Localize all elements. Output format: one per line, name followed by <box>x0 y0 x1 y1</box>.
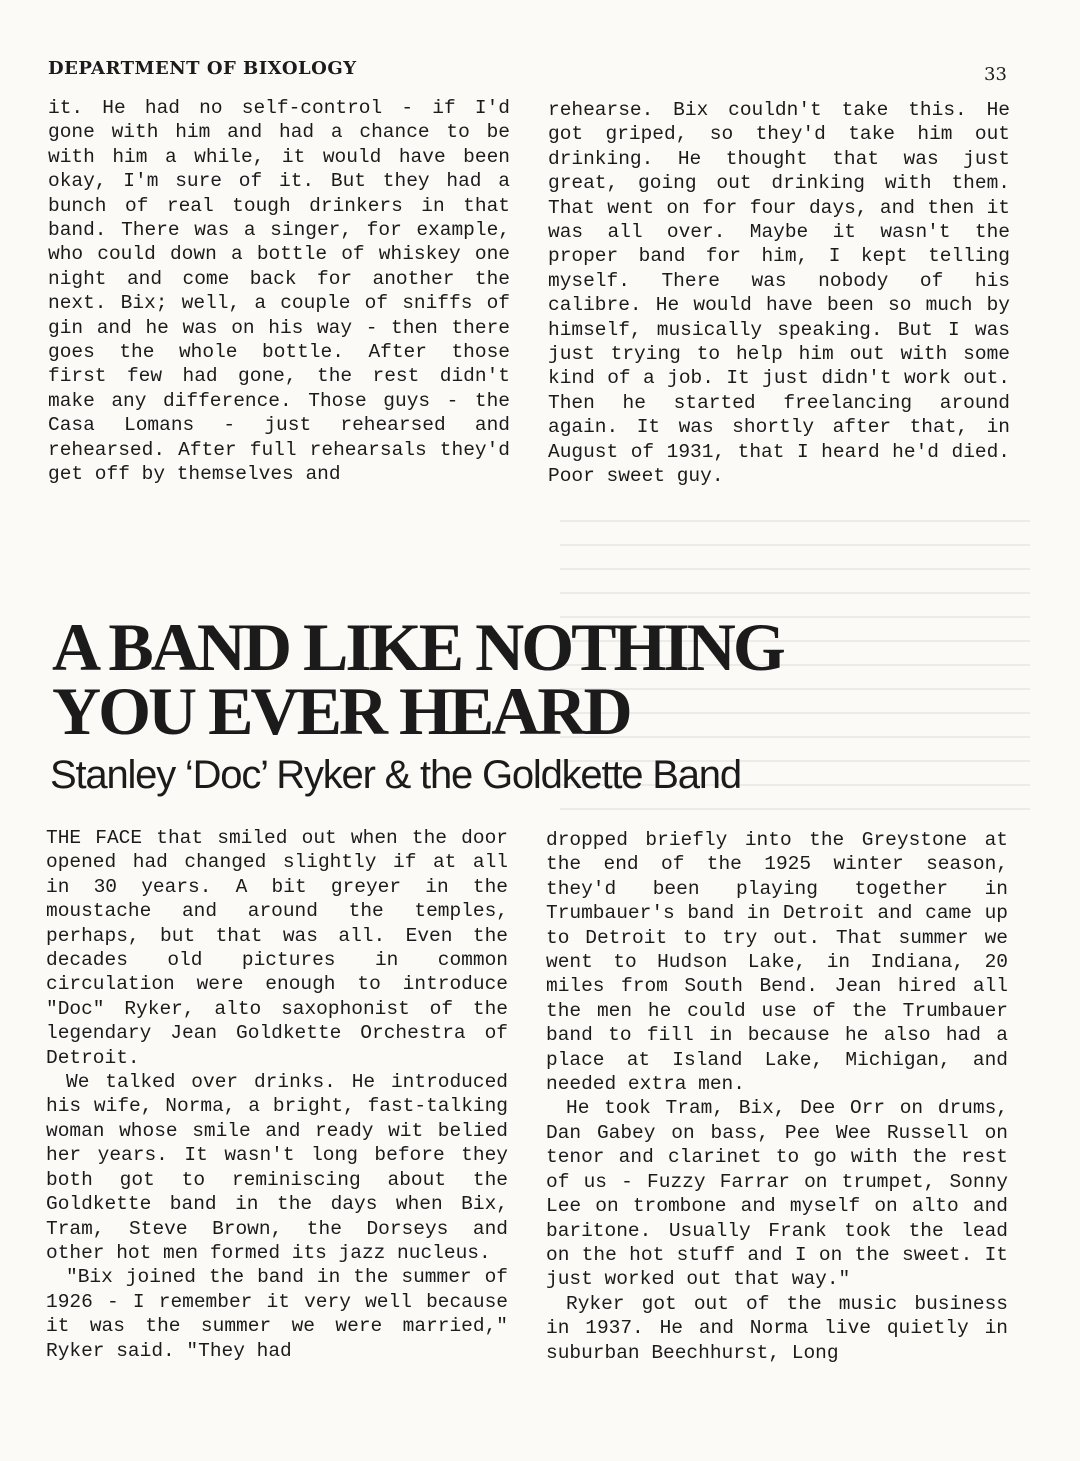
article-paragraph: "Bix joined the band in the summer of 1926 - I remember it very well because it was the summer we were married," Ryker said. "They had <box>46 1266 508 1362</box>
previous-article-paragraph: it. He had no self-control - if I'd gone with him and had a chance to be with him a while, it would have been okay, I'm sure of it. But they had a bunch of real tough drinkers in that band. There was a singer, for example, who could down a bottle of whiskey one night and come back for another the next. Bix; well, a couple of sniffs of gin and he was on his way - then there goes the whole bottle. After those first few had gone, the rest didn't make any difference. Those guys - the Casa Lomans - just rehearsed and rehearsed. After full rehearsals they'd get off by themselves and <box>48 97 510 486</box>
running-head: DEPARTMENT OF BIXOLOGY <box>48 58 357 79</box>
article-subheadline: Stanley ‘Doc’ Ryker & the Goldkette Band <box>50 753 741 797</box>
page-number: 33 <box>984 64 1007 85</box>
previous-article-left-column <box>48 96 510 487</box>
article-right-column <box>546 828 1008 1365</box>
article-left-column <box>46 826 508 1363</box>
previous-article-paragraph: rehearse. Bix couldn't take this. He got griped, so they'd take him out drinking. He thought that was just great, going out drinking with them. That went on for four days, and then it was all over. Maybe it wasn't the proper band for him, I kept telling myself. There was nobody of his calibre. He would have been so much by himself, musically speaking. But I was just trying to help him out with some kind of a job. It just didn't work out. Then he started freelancing around again. It was shortly after that, in August of 1931, that I heard he'd died. Poor sweet guy. <box>548 99 1010 488</box>
article-paragraph: We talked over drinks. He introduced his wife, Norma, a bright, fast-talking woman whose smile and ready wit belied her years. It wasn't long before they both got to reminiscing about the Goldkette band in the days when Bix, Tram, Steve Brown, the Dorseys and other hot men formed its jazz nucleus. <box>46 1071 508 1264</box>
headline-line-1: A BAND LIKE NOTHING <box>52 609 783 685</box>
previous-article-right-column <box>548 98 1010 489</box>
article-headline <box>52 609 952 749</box>
article-paragraph: dropped briefly into the Greystone at the end of the 1925 winter season, they'd been playing together in Trumbauer's band in Detroit and came up to Detroit to try out. That summer we went to Hudson Lake, in Indiana, 20 miles from South Bend. Jean hired all the men he could use of the Trumbauer band to fill in because he also had a place at Island Lake, Michigan, and needed extra men. <box>546 829 1008 1096</box>
headline-line-2: YOU EVER HEARD <box>52 673 630 749</box>
article-paragraph: Ryker got out of the music business in 1937. He and Norma live quietly in suburban Beechhurst, Long <box>546 1292 1008 1364</box>
article-paragraph: THE FACE that smiled out when the door opened had changed slightly if at all in 30 years. A bit greyer in the moustache and around the temples, perhaps, but that was all. Even the decades old pictures in common circulation were enough to introduce "Doc" Ryker, alto saxophonist of the legendary Jean Goldkette Orchestra of Detroit. <box>46 827 508 1069</box>
article-paragraph: He took Tram, Bix, Dee Orr on drums, Dan Gabey on bass, Pee Wee Russell on tenor and clarinet to go with the rest of us - Fuzzy Farrar on trumpet, Sonny Lee on trombone and myself on alto and baritone. Usually Frank took the lead on the hot stuff and I on the sweet. It just worked out that way." <box>546 1097 1008 1291</box>
